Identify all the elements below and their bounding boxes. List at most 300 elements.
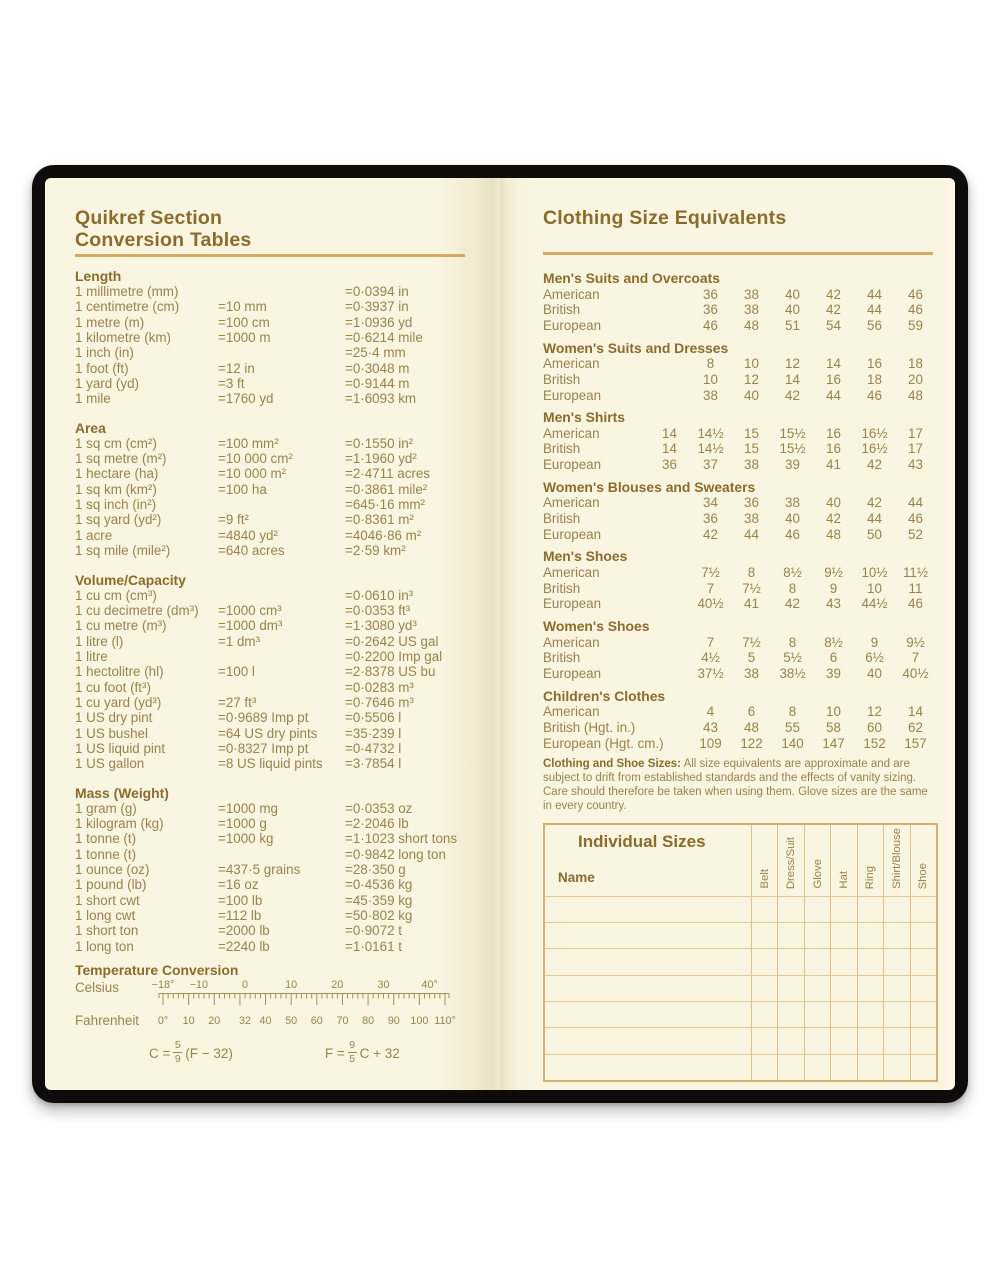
size-value: 11½ xyxy=(902,564,929,580)
conversion-cell: 1 tonne (t) xyxy=(75,846,137,862)
conversion-cell: =1760 yd xyxy=(218,391,274,407)
clothing-size-row xyxy=(543,356,936,372)
size-value: 48 xyxy=(744,719,759,735)
size-value: 7½ xyxy=(701,564,720,580)
clothing-section-heading: Women's Suits and Dresses xyxy=(543,339,729,356)
conversion-row xyxy=(75,345,470,360)
fahrenheit-tick-label: 110° xyxy=(434,1015,456,1028)
conversion-cell: =0·2200 Imp gal xyxy=(345,648,443,664)
size-value: 10 xyxy=(744,356,759,372)
conversion-cell: 1 US dry pint xyxy=(75,710,153,726)
size-value: 48 xyxy=(908,387,923,403)
size-value: 38 xyxy=(744,511,759,527)
title-rule xyxy=(75,254,465,257)
conversion-row xyxy=(75,391,470,406)
size-value: 5 xyxy=(747,650,756,666)
conversion-row xyxy=(75,634,470,649)
conversion-cell: =1000 cm³ xyxy=(218,602,282,618)
conversion-row xyxy=(75,649,470,664)
empty-size-cell xyxy=(857,1001,883,1027)
clothing-size-row xyxy=(543,441,936,457)
size-value: 16 xyxy=(826,371,841,387)
clothing-section-heading: Men's Suits and Overcoats xyxy=(543,270,720,286)
conversion-cell: 1 gram (g) xyxy=(75,800,137,816)
size-value xyxy=(649,372,690,388)
size-value: 62 xyxy=(908,719,923,735)
empty-size-cell xyxy=(830,1027,856,1053)
empty-size-cell xyxy=(777,948,803,974)
clothing-section-heading: Children's Clothes xyxy=(543,687,666,704)
clothing-size-row xyxy=(543,650,936,666)
size-column-header-cell xyxy=(751,825,777,896)
size-value: 12 xyxy=(867,704,882,720)
size-value: 46 xyxy=(867,387,882,403)
region-label: European xyxy=(543,526,602,542)
size-value: 40 xyxy=(785,286,800,302)
empty-size-cell xyxy=(883,975,909,1001)
size-value: 10½ xyxy=(861,564,888,580)
size-value: 9 xyxy=(829,580,838,596)
formula-suffix: C + 32 xyxy=(359,1046,400,1062)
empty-size-cell xyxy=(751,896,777,922)
size-column-header-cell xyxy=(857,825,883,896)
size-column-header: Dress/Suit xyxy=(785,836,798,889)
conversion-row xyxy=(75,726,470,741)
size-column-header: Shoe xyxy=(917,862,930,889)
conversion-cell: =1000 dm³ xyxy=(218,618,283,634)
conversion-cell: 1 acre xyxy=(75,527,113,543)
conversion-cell: =2·59 km² xyxy=(345,543,406,559)
empty-size-cell xyxy=(883,948,909,974)
celsius-tick-label: 20 xyxy=(331,979,344,992)
conversion-row xyxy=(75,741,470,756)
conversion-cell: 1 kilogram (kg) xyxy=(75,815,164,831)
fahrenheit-tick-label: 100 xyxy=(410,1015,429,1028)
clothing-section xyxy=(543,409,935,473)
size-value: 36 xyxy=(662,457,677,473)
size-value: 39 xyxy=(826,665,841,681)
empty-size-cell xyxy=(751,948,777,974)
size-value: 7 xyxy=(911,650,920,666)
conversion-cell xyxy=(218,680,345,695)
size-value: 10 xyxy=(867,580,882,596)
size-value: 46 xyxy=(703,317,718,333)
conversion-cell: =64 US dry pints xyxy=(218,725,318,741)
size-value: 52 xyxy=(908,526,923,542)
clothing-section-heading: Women's Shoes xyxy=(543,618,650,635)
conversion-cell: =0·3048 m xyxy=(345,360,410,376)
size-value: 44 xyxy=(867,286,882,302)
empty-size-cell xyxy=(910,975,936,1001)
conversion-cell: =0·3861 mile² xyxy=(345,481,428,497)
size-value: 44 xyxy=(908,495,923,511)
clothing-size-row xyxy=(543,720,936,736)
conversion-cell: =0·1550 in² xyxy=(345,435,414,451)
size-value xyxy=(649,356,690,372)
size-value: 9½ xyxy=(906,634,925,650)
size-value: 54 xyxy=(826,317,841,333)
empty-size-cell xyxy=(883,922,909,948)
size-value: 43 xyxy=(908,457,923,473)
conversion-cell: 1 cu decimetre (dm³) xyxy=(75,602,199,618)
size-value: 46 xyxy=(908,596,923,612)
empty-size-cell xyxy=(910,948,936,974)
conversion-cell: =1·3080 yd³ xyxy=(345,618,417,634)
empty-name-cell xyxy=(545,1054,751,1080)
title-rule xyxy=(543,252,933,255)
fahrenheit-tick-label: 70 xyxy=(336,1015,349,1028)
empty-size-cell xyxy=(804,922,830,948)
region-label: British xyxy=(543,302,581,318)
empty-size-cell xyxy=(751,1054,777,1080)
empty-size-cell xyxy=(883,1001,909,1027)
size-value: 44 xyxy=(867,511,882,527)
conversion-cell: =0·9689 Imp pt xyxy=(218,710,309,726)
section-heading: Temperature Conversion xyxy=(75,962,239,979)
fraction xyxy=(348,1041,357,1064)
conversion-row xyxy=(75,497,470,512)
clothing-size-row xyxy=(543,287,936,303)
temperature-ruler-zone xyxy=(151,979,456,1031)
size-value: 17 xyxy=(908,441,923,457)
size-value: 16 xyxy=(826,441,841,457)
conversion-cell: =645·16 mm² xyxy=(345,497,426,513)
empty-size-cell xyxy=(910,1054,936,1080)
size-column-header-cell xyxy=(830,825,856,896)
empty-size-cell xyxy=(777,922,803,948)
conversion-row xyxy=(75,847,470,862)
clothing-section xyxy=(543,340,935,404)
size-value: 15½ xyxy=(779,441,806,457)
conversion-row xyxy=(75,299,470,314)
size-value: 10 xyxy=(703,371,718,387)
conversion-cell: =100 ha xyxy=(218,481,267,497)
conversion-row xyxy=(75,376,470,391)
empty-size-cell xyxy=(910,896,936,922)
celsius-tick-label: 30 xyxy=(377,979,390,992)
size-value: 9½ xyxy=(824,564,843,580)
conversion-cell: =2000 lb xyxy=(218,923,270,939)
clothing-size-row xyxy=(543,666,936,682)
empty-size-cell xyxy=(804,896,830,922)
size-value: 15 xyxy=(744,441,759,457)
conversion-cell: =0·0353 ft³ xyxy=(345,602,411,618)
conversion-row xyxy=(75,618,470,633)
size-value: 37 xyxy=(703,457,718,473)
size-value: 46 xyxy=(908,302,923,318)
conversion-cell: =28·350 g xyxy=(345,862,406,877)
conversion-cell: =112 lb xyxy=(218,908,262,924)
size-value: 46 xyxy=(785,526,800,542)
size-value xyxy=(649,302,690,318)
conversion-cell: =3·7854 l xyxy=(345,756,402,772)
conversion-cell: =25·4 mm xyxy=(345,345,406,361)
empty-size-cell xyxy=(830,922,856,948)
left-page-title xyxy=(75,207,490,251)
size-value: 44 xyxy=(867,302,882,318)
size-value: 50 xyxy=(867,526,882,542)
conversion-cell: 1 kilometre (km) xyxy=(75,330,171,346)
conversion-cell: =100 lb xyxy=(218,892,263,908)
empty-size-cell xyxy=(883,1027,909,1053)
conversion-sections xyxy=(75,268,490,954)
conversion-cell: =12 in xyxy=(218,360,255,376)
conversion-cell: =0·3937 in xyxy=(345,299,409,315)
size-value: 8 xyxy=(788,634,797,650)
fahrenheit-tick-label: 60 xyxy=(310,1015,323,1028)
size-value: 34 xyxy=(703,495,718,511)
conversion-cell: 1 litre xyxy=(75,648,108,664)
conversion-cell: 1 centimetre (cm) xyxy=(75,299,180,315)
size-value: 14 xyxy=(908,704,923,720)
clothing-size-row xyxy=(543,426,936,442)
conversion-cell: =35·239 l xyxy=(345,725,402,741)
size-value: 8½ xyxy=(824,634,843,650)
conversion-cell: =0·0394 in xyxy=(345,284,409,299)
conversion-cell: 1 yard (yd) xyxy=(75,376,139,392)
clothing-section-heading: Men's Shoes xyxy=(543,548,628,565)
conversion-cell: =2240 lb xyxy=(218,938,270,954)
clothing-size-row xyxy=(543,565,936,581)
region-label: American xyxy=(543,704,600,720)
empty-size-cell xyxy=(804,975,830,1001)
size-value: 40½ xyxy=(697,596,724,612)
conversion-cell: 1 litre (l) xyxy=(75,633,124,649)
conversion-cell: =0·5506 l xyxy=(345,710,402,726)
size-value: 7 xyxy=(706,580,715,596)
size-value: 109 xyxy=(699,735,722,751)
conversion-row xyxy=(75,315,470,330)
temperature-section xyxy=(75,962,490,1065)
size-value: 36 xyxy=(703,511,718,527)
conversion-cell: 1 hectolitre (hl) xyxy=(75,664,164,680)
empty-size-cell xyxy=(857,975,883,1001)
clothing-size-row xyxy=(543,388,936,404)
clothing-size-row xyxy=(543,495,936,511)
size-value: 5½ xyxy=(783,650,802,666)
conversion-cell: =1000 m xyxy=(218,330,271,346)
section-heading: Mass (Weight) xyxy=(75,784,169,801)
size-value: 140 xyxy=(781,735,804,751)
clothing-size-sections xyxy=(543,270,935,751)
size-column-header-cell xyxy=(804,825,830,896)
size-value: 55 xyxy=(785,719,800,735)
size-value: 38 xyxy=(785,495,800,511)
size-value: 6½ xyxy=(865,650,884,666)
clothing-size-row xyxy=(543,302,936,318)
conversion-cell: =0·7646 m³ xyxy=(345,694,414,710)
conversion-cell: 1 US liquid pint xyxy=(75,740,166,756)
size-value: 38 xyxy=(744,302,759,318)
empty-size-cell xyxy=(910,1027,936,1053)
clothing-size-row xyxy=(543,736,936,752)
conversion-cell: =3 ft xyxy=(218,376,245,392)
size-value xyxy=(649,596,690,612)
conversion-row xyxy=(75,801,470,816)
conversion-cell: =1000 mg xyxy=(218,800,278,816)
conversion-row xyxy=(75,923,470,938)
size-value: 122 xyxy=(740,735,763,751)
conversion-row xyxy=(75,893,470,908)
conversion-cell: 1 cu yard (yd³) xyxy=(75,694,162,710)
size-value: 7½ xyxy=(742,580,761,596)
conversion-cell: =100 mm² xyxy=(218,435,279,451)
size-value: 42 xyxy=(785,596,800,612)
conversion-cell: =1000 g xyxy=(218,815,267,831)
size-value: 17 xyxy=(908,425,923,441)
size-value: 20 xyxy=(908,371,923,387)
size-column-header: Belt xyxy=(758,869,771,889)
size-value: 36 xyxy=(703,286,718,302)
conversion-formulas xyxy=(149,1039,490,1065)
fahrenheit-tick-label: 50 xyxy=(285,1015,298,1028)
conversion-cell: 1 US gallon xyxy=(75,756,145,772)
conversion-cell: =1·1023 short tons xyxy=(345,831,458,847)
size-value: 11 xyxy=(908,580,923,596)
size-value: 38 xyxy=(744,457,759,473)
empty-size-cell xyxy=(857,896,883,922)
size-value: 147 xyxy=(822,735,845,751)
region-label: European xyxy=(543,457,602,473)
fahrenheit-label: Fahrenheit xyxy=(75,1013,140,1029)
size-value: 38 xyxy=(703,387,718,403)
clothing-section-heading: Women's Blouses and Sweaters xyxy=(543,478,756,495)
size-value xyxy=(649,565,690,581)
individual-sizes-header-cell xyxy=(545,825,751,896)
celsius-label: Celsius xyxy=(75,980,119,996)
fahrenheit-tick-label: 10 xyxy=(182,1015,195,1028)
size-value: 48 xyxy=(826,526,841,542)
size-value: 40½ xyxy=(902,665,929,681)
size-value xyxy=(649,720,690,736)
size-value: 8 xyxy=(747,564,756,580)
conversion-cell: =2·2046 lb xyxy=(345,815,409,831)
conversion-section xyxy=(75,420,490,559)
conversion-row xyxy=(75,862,470,877)
size-column-header: Glove xyxy=(811,859,824,889)
conversion-row xyxy=(75,831,470,846)
conversion-cell: =45·359 kg xyxy=(345,892,413,908)
conversion-cell: =0·2642 US gal xyxy=(345,633,439,649)
conversion-row xyxy=(75,482,470,497)
region-label: American xyxy=(543,564,600,580)
size-value: 43 xyxy=(826,596,841,612)
empty-size-cell xyxy=(857,948,883,974)
fahrenheit-tick-label: 20 xyxy=(208,1015,221,1028)
temperature-formula xyxy=(324,1039,400,1065)
conversion-cell: =0·9144 m xyxy=(345,376,410,392)
empty-size-cell xyxy=(777,1054,803,1080)
conversion-cell: =1·1960 yd² xyxy=(345,451,417,467)
conversion-row xyxy=(75,877,470,892)
conversion-cell: 1 cu metre (m³) xyxy=(75,618,167,634)
size-value: 14½ xyxy=(697,425,724,441)
size-column-header-cell xyxy=(910,825,936,896)
conversion-cell: =27 ft³ xyxy=(218,694,257,710)
conversion-row xyxy=(75,756,470,771)
individual-sizes-title: Individual Sizes xyxy=(578,831,706,851)
conversion-cell xyxy=(218,588,345,603)
size-value: 46 xyxy=(908,286,923,302)
conversion-cell: 1 US bushel xyxy=(75,725,148,741)
sizes-note-lead: Clothing and Shoe Sizes: xyxy=(543,758,682,771)
title-line-1: Quikref Section xyxy=(75,207,223,229)
size-value xyxy=(649,511,690,527)
region-label: British xyxy=(543,580,581,596)
title-line-2: Conversion Tables xyxy=(75,229,252,251)
clothing-size-row xyxy=(543,527,936,543)
fraction-denominator: 5 xyxy=(349,1052,356,1065)
size-value xyxy=(649,666,690,682)
empty-size-cell xyxy=(804,948,830,974)
size-value: 43 xyxy=(703,719,718,735)
size-value: 56 xyxy=(867,317,882,333)
conversion-row xyxy=(75,680,470,695)
conversion-cell xyxy=(218,497,345,512)
size-value: 15½ xyxy=(779,425,806,441)
size-value: 8½ xyxy=(783,564,802,580)
conversion-cell: =10 000 m² xyxy=(218,466,287,482)
size-value: 7½ xyxy=(742,634,761,650)
empty-name-cell xyxy=(545,1027,751,1053)
temperature-ruler xyxy=(158,992,450,1007)
individual-sizes-table xyxy=(543,823,938,1082)
empty-size-cell xyxy=(857,1027,883,1053)
empty-size-cell xyxy=(777,975,803,1001)
size-column-header-cell xyxy=(883,825,909,896)
size-value: 4½ xyxy=(701,650,720,666)
conversion-row xyxy=(75,603,470,618)
conversion-cell: =9 ft² xyxy=(218,512,249,528)
empty-size-cell xyxy=(777,1027,803,1053)
empty-size-cell xyxy=(910,1001,936,1027)
size-value xyxy=(649,736,690,752)
size-value: 16 xyxy=(867,356,882,372)
fraction-numerator: 9 xyxy=(349,1039,356,1052)
empty-size-cell xyxy=(804,1027,830,1053)
region-label: British xyxy=(543,511,581,527)
conversion-cell: =1·0936 yd xyxy=(345,314,413,330)
conversion-cell: =100 l xyxy=(218,664,255,680)
conversion-cell: =1 dm³ xyxy=(218,633,261,649)
region-label: European xyxy=(543,665,602,681)
size-value: 152 xyxy=(863,735,886,751)
size-value: 14½ xyxy=(697,441,724,457)
conversion-cell: 1 hectare (ha) xyxy=(75,466,159,482)
size-value: 9 xyxy=(870,634,879,650)
empty-size-cell xyxy=(830,1054,856,1080)
region-label: American xyxy=(543,495,600,511)
size-value: 42 xyxy=(785,387,800,403)
section-heading: Area xyxy=(75,419,106,436)
conversion-cell: 1 pound (lb) xyxy=(75,877,147,893)
conversion-cell: =437·5 grains xyxy=(218,862,301,877)
conversion-cell: 1 sq km (km²) xyxy=(75,481,157,497)
clothing-section xyxy=(543,479,935,543)
conversion-cell: 1 millimetre (mm) xyxy=(75,284,179,299)
conversion-cell: 1 short ton xyxy=(75,923,139,939)
region-label: American xyxy=(543,634,600,650)
size-value: 14 xyxy=(662,441,677,457)
conversion-cell: =1000 kg xyxy=(218,831,274,847)
conversion-row xyxy=(75,695,470,710)
size-value: 8 xyxy=(788,580,797,596)
conversion-cell: 1 long cwt xyxy=(75,908,136,924)
fahrenheit-tick-label: 80 xyxy=(362,1015,375,1028)
clothing-size-row xyxy=(543,511,936,527)
conversion-cell: =8 US liquid pints xyxy=(218,756,323,772)
empty-name-cell xyxy=(545,1001,751,1027)
